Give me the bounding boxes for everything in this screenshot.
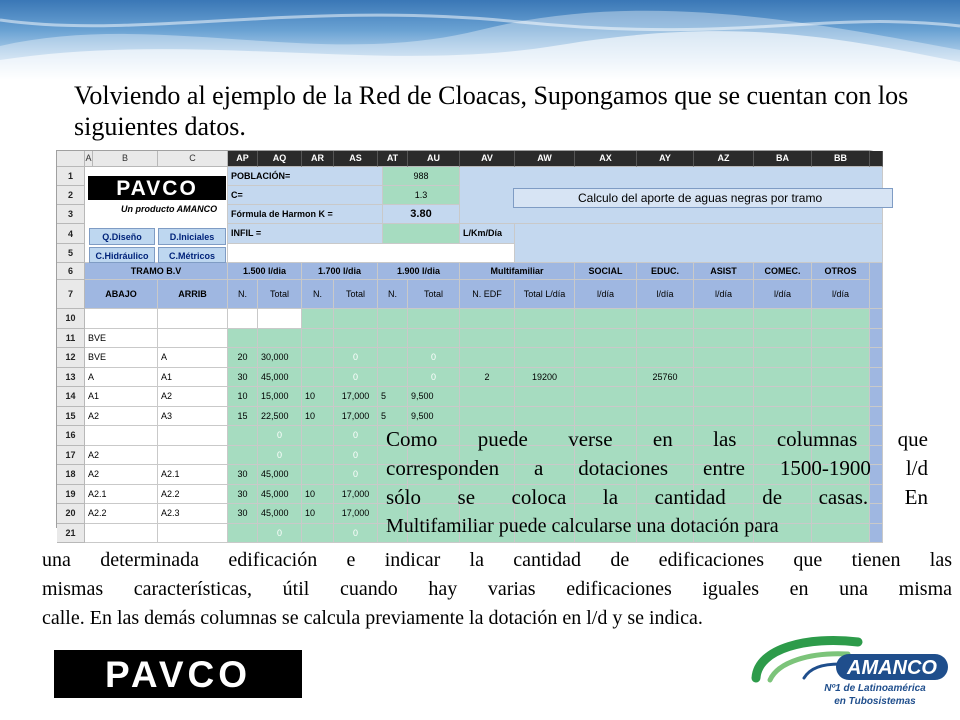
table-cell[interactable] — [870, 329, 883, 349]
col-header[interactable]: C — [158, 151, 228, 167]
row-header[interactable]: 4 — [57, 224, 85, 244]
table-cell[interactable] — [302, 446, 334, 466]
table-cell[interactable]: 30 — [228, 368, 258, 388]
col-header[interactable]: AV — [460, 151, 515, 167]
table-cell[interactable]: 0 — [258, 426, 302, 446]
table-cell[interactable]: 30,000 — [258, 348, 302, 368]
table-cell[interactable] — [575, 348, 637, 368]
table-cell[interactable]: 0 — [334, 348, 378, 368]
row-header[interactable]: 16 — [57, 426, 85, 446]
c-value[interactable]: 1.3 — [383, 186, 460, 205]
col-header[interactable]: BA — [754, 151, 812, 167]
sub-header: Total — [334, 280, 378, 309]
table-cell[interactable]: 0 — [408, 348, 460, 368]
table-cell[interactable]: 17,000 — [334, 485, 378, 505]
table-cell[interactable]: 45,000 — [258, 368, 302, 388]
table-cell[interactable]: 5 — [378, 407, 408, 427]
table-cell[interactable] — [378, 329, 408, 349]
sub-header: Total — [258, 280, 302, 309]
col-header[interactable]: AW — [515, 151, 575, 167]
table-cell[interactable] — [85, 309, 158, 329]
table-cell[interactable] — [460, 348, 515, 368]
table-cell[interactable] — [754, 329, 812, 349]
table-cell[interactable] — [228, 329, 258, 349]
group-multifamiliar: Multifamiliar — [460, 263, 575, 280]
paragraph-multifamiliar — [42, 546, 952, 633]
table-cell[interactable]: 0 — [334, 465, 378, 485]
table-cell[interactable] — [812, 407, 870, 427]
amanco-tagline — [800, 682, 950, 708]
table-cell[interactable] — [302, 368, 334, 388]
table-cell[interactable] — [378, 309, 408, 329]
col-header[interactable]: AY — [637, 151, 694, 167]
table-cell[interactable] — [228, 524, 258, 544]
col-header[interactable]: AZ — [694, 151, 754, 167]
paragraph-line: corresponden a dotaciones entre 1500-1900 l/d — [386, 456, 928, 480]
sub-header: N. — [302, 280, 334, 309]
table-cell[interactable]: 0 — [334, 524, 378, 544]
table-cell[interactable] — [334, 329, 378, 349]
table-cell[interactable] — [870, 407, 883, 427]
table-cell[interactable] — [158, 426, 228, 446]
table-cell[interactable]: 15 — [228, 407, 258, 427]
table-cell[interactable] — [575, 387, 637, 407]
table-cell[interactable] — [85, 426, 158, 446]
row-header[interactable]: 14 — [57, 387, 85, 407]
table-cell[interactable]: 5 — [378, 387, 408, 407]
paragraph-line: Como puede verse en las columnas que — [386, 427, 928, 451]
table-cell[interactable] — [228, 426, 258, 446]
row-header[interactable]: 13 — [57, 368, 85, 388]
table-cell[interactable]: 10 — [302, 504, 334, 524]
group-partial — [870, 263, 883, 309]
table-cell[interactable] — [575, 329, 637, 349]
table-cell[interactable]: 10 — [228, 387, 258, 407]
table-cell[interactable] — [228, 309, 258, 329]
table-cell[interactable]: 25760 — [637, 368, 694, 388]
table-cell[interactable] — [515, 387, 575, 407]
poblacion-label: POBLACIÓN= — [228, 167, 383, 186]
corner-cell[interactable] — [57, 151, 85, 167]
sub-header: N. EDF — [460, 280, 515, 309]
table-cell[interactable] — [694, 407, 754, 427]
table-cell[interactable]: A2 — [85, 407, 158, 427]
pavco-logo-graphic — [88, 176, 226, 200]
table-cell[interactable] — [85, 524, 158, 544]
table-cell[interactable] — [515, 329, 575, 349]
table-cell[interactable] — [460, 329, 515, 349]
table-cell[interactable]: BVE — [85, 348, 158, 368]
row-header[interactable]: 5 — [57, 244, 85, 263]
table-cell[interactable] — [258, 329, 302, 349]
table-cell[interactable] — [515, 348, 575, 368]
table-cell[interactable]: 17,000 — [334, 407, 378, 427]
table-cell[interactable]: 45,000 — [258, 485, 302, 505]
table-cell[interactable] — [637, 329, 694, 349]
col-header[interactable]: AP — [228, 151, 258, 167]
table-cell[interactable]: A2.2 — [158, 485, 228, 505]
table-cell[interactable] — [302, 329, 334, 349]
table-cell[interactable] — [575, 309, 637, 329]
c-hidraulico-button[interactable]: C.Hidráulico — [89, 247, 155, 263]
table-cell[interactable] — [408, 329, 460, 349]
group-comec: COMEC. — [754, 263, 812, 280]
harmon-value: 3.80 — [383, 205, 460, 224]
table-cell[interactable] — [812, 368, 870, 388]
row-header[interactable]: 6 — [57, 263, 85, 280]
table-cell[interactable]: A2 — [85, 446, 158, 466]
table-cell[interactable] — [694, 329, 754, 349]
amanco-tagline-line: en Tubosistemas — [834, 696, 916, 707]
logo-subtitle: Un producto AMANCO — [121, 204, 218, 214]
table-cell[interactable]: A2.2 — [85, 504, 158, 524]
table-cell[interactable]: A2.1 — [158, 465, 228, 485]
sub-header: Total L/día — [515, 280, 575, 309]
paragraph-columns — [386, 425, 928, 541]
table-cell[interactable]: 17,000 — [334, 504, 378, 524]
table-cell[interactable]: A1 — [85, 387, 158, 407]
table-cell[interactable] — [694, 387, 754, 407]
paragraph-line: calle. En las demás columnas se calcula previamente la dotación en l/d y se indica. — [42, 607, 703, 629]
table-cell[interactable] — [754, 387, 812, 407]
row-header[interactable]: 12 — [57, 348, 85, 368]
table-cell[interactable] — [302, 348, 334, 368]
table-cell[interactable] — [460, 407, 515, 427]
sub-header: Total — [408, 280, 460, 309]
table-cell[interactable] — [228, 446, 258, 466]
row-header[interactable]: 2 — [57, 186, 85, 205]
table-cell[interactable] — [637, 348, 694, 368]
row-header[interactable]: 11 — [57, 329, 85, 349]
col-header-partial[interactable] — [870, 151, 883, 167]
q-diseno-button[interactable]: Q.Diseño — [89, 228, 155, 245]
table-cell[interactable]: 30 — [228, 465, 258, 485]
table-cell[interactable] — [754, 368, 812, 388]
row-header[interactable]: 1 — [57, 167, 85, 186]
table-cell[interactable]: 0 — [258, 524, 302, 544]
table-cell[interactable] — [302, 426, 334, 446]
table-cell[interactable]: A — [85, 368, 158, 388]
table-cell[interactable] — [812, 387, 870, 407]
table-cell[interactable] — [378, 348, 408, 368]
table-cell[interactable] — [812, 309, 870, 329]
table-cell[interactable]: 22,500 — [258, 407, 302, 427]
table-cell[interactable] — [637, 309, 694, 329]
row-header[interactable]: 18 — [57, 465, 85, 485]
amanco-logo-letters: AMANCO — [847, 657, 937, 679]
table-cell[interactable] — [870, 368, 883, 388]
table-cell[interactable]: 15,000 — [258, 387, 302, 407]
harmon-label: Fórmula de Harmon K = — [228, 205, 383, 224]
table-cell[interactable]: 20 — [228, 348, 258, 368]
info-blank — [228, 244, 515, 263]
table-cell[interactable] — [515, 407, 575, 427]
amanco-tagline-line: Nº1 de Latinoamérica — [824, 683, 926, 694]
table-cell[interactable] — [694, 368, 754, 388]
table-cell[interactable] — [158, 524, 228, 544]
sub-header: l/día — [637, 280, 694, 309]
wave-graphic — [0, 0, 960, 80]
row-header[interactable]: 19 — [57, 485, 85, 505]
group-otros: OTROS — [812, 263, 870, 280]
pavco-footer-graphic — [54, 650, 302, 698]
info-filler — [515, 224, 883, 263]
pavco-footer-letters: PAVCO — [104, 654, 252, 695]
c-metricos-button[interactable]: C.Métricos — [158, 247, 226, 263]
row-header[interactable]: 17 — [57, 446, 85, 466]
table-cell[interactable] — [812, 329, 870, 349]
table-cell[interactable] — [575, 368, 637, 388]
table-cell[interactable]: 10 — [302, 485, 334, 505]
sub-header: l/día — [575, 280, 637, 309]
table-cell[interactable] — [637, 407, 694, 427]
table-cell[interactable] — [754, 407, 812, 427]
table-cell[interactable]: 10 — [302, 387, 334, 407]
group-1900: 1.900 l/dia — [378, 263, 460, 280]
table-cell[interactable] — [694, 348, 754, 368]
pavco-footer-logo — [54, 650, 302, 698]
sub-header: l/día — [694, 280, 754, 309]
table-cell[interactable] — [754, 309, 812, 329]
pavco-logo-letters: PAVCO — [116, 177, 198, 200]
table-cell[interactable] — [812, 348, 870, 368]
table-cell[interactable] — [460, 309, 515, 329]
table-cell[interactable]: A3 — [158, 407, 228, 427]
d-iniciales-button[interactable]: D.Iniciales — [158, 228, 226, 245]
table-cell[interactable] — [408, 309, 460, 329]
poblacion-value[interactable]: 988 — [383, 167, 460, 186]
table-cell[interactable] — [302, 465, 334, 485]
row-header[interactable]: 20 — [57, 504, 85, 524]
sub-header: ABAJO — [85, 280, 158, 309]
infil-value[interactable] — [383, 224, 460, 244]
group-1700: 1.700 l/dia — [302, 263, 378, 280]
table-cell[interactable] — [870, 348, 883, 368]
table-cell[interactable] — [754, 348, 812, 368]
table-cell[interactable]: A2 — [85, 465, 158, 485]
col-header[interactable]: AR — [302, 151, 334, 167]
table-cell[interactable]: 17,000 — [334, 387, 378, 407]
sub-header: ARRIB — [158, 280, 228, 309]
table-cell[interactable]: 0 — [334, 446, 378, 466]
infil-unit: L/Km/Día — [460, 224, 515, 244]
infil-label: INFIL = — [228, 224, 383, 244]
amanco-swoosh — [748, 634, 954, 684]
table-cell[interactable]: 9,500 — [408, 407, 460, 427]
table-cell[interactable]: 19200 — [515, 368, 575, 388]
table-cell[interactable]: 0 — [258, 446, 302, 466]
row-header[interactable]: 10 — [57, 309, 85, 329]
paragraph-line: una determinada edificación e indicar la cantidad de edificaciones que tienen las — [42, 549, 952, 571]
paragraph-line: Multifamiliar puede calcularse una dotación para — [386, 515, 779, 537]
row-header[interactable]: 21 — [57, 524, 85, 544]
table-cell[interactable] — [158, 329, 228, 349]
table-cell[interactable] — [302, 524, 334, 544]
group-1500: 1.500 l/dia — [228, 263, 302, 280]
paragraph-line: sólo se coloca la cantidad de casas. En — [386, 485, 928, 509]
table-cell[interactable] — [575, 407, 637, 427]
pavco-sheet-logo — [88, 176, 226, 200]
sub-header: l/día — [812, 280, 870, 309]
table-cell[interactable]: A — [158, 348, 228, 368]
col-header[interactable]: AU — [408, 151, 460, 167]
col-header[interactable]: AQ — [258, 151, 302, 167]
table-cell[interactable] — [515, 309, 575, 329]
sub-header: N. — [378, 280, 408, 309]
col-header[interactable]: A — [85, 151, 93, 167]
group-social: SOCIAL — [575, 263, 637, 280]
table-cell[interactable]: 45,000 — [258, 465, 302, 485]
table-cell[interactable] — [302, 309, 334, 329]
group-educ: EDUC. — [637, 263, 694, 280]
paragraph-line: mismas características, útil cuando hay varias edificaciones iguales en una misma — [42, 578, 952, 600]
row-header[interactable]: 7 — [57, 280, 85, 309]
table-cell[interactable]: A1 — [158, 368, 228, 388]
col-header[interactable]: AX — [575, 151, 637, 167]
col-header[interactable]: AT — [378, 151, 408, 167]
calc-title: Calculo del aporte de aguas negras por tramo — [513, 188, 893, 208]
col-header[interactable]: AS — [334, 151, 378, 167]
table-cell[interactable]: 9,500 — [408, 387, 460, 407]
table-cell[interactable]: 0 — [408, 368, 460, 388]
table-cell[interactable]: A2 — [158, 387, 228, 407]
table-cell[interactable] — [870, 387, 883, 407]
table-cell[interactable]: 30 — [228, 485, 258, 505]
col-header[interactable]: BB — [812, 151, 870, 167]
row-header[interactable]: 15 — [57, 407, 85, 427]
table-cell[interactable] — [460, 387, 515, 407]
col-header[interactable]: B — [93, 151, 158, 167]
table-cell[interactable] — [694, 309, 754, 329]
table-cell[interactable] — [870, 309, 883, 329]
table-cell[interactable]: 0 — [334, 368, 378, 388]
table-cell[interactable]: 2 — [460, 368, 515, 388]
table-cell[interactable]: 10 — [302, 407, 334, 427]
group-tramo: TRAMO B.V — [85, 263, 228, 280]
sub-header: l/día — [754, 280, 812, 309]
row-header[interactable]: 3 — [57, 205, 85, 224]
table-cell[interactable]: BVE — [85, 329, 158, 349]
table-cell[interactable]: 0 — [334, 426, 378, 446]
table-cell[interactable] — [334, 309, 378, 329]
table-cell[interactable] — [158, 446, 228, 466]
table-cell[interactable] — [378, 368, 408, 388]
table-cell[interactable] — [258, 309, 302, 329]
slide-title: Volviendo al ejemplo de la Red de Cloacas, Supongamos que se cuentan con los siguientes datos. — [74, 81, 909, 141]
table-cell[interactable]: 45,000 — [258, 504, 302, 524]
table-cell[interactable]: 30 — [228, 504, 258, 524]
group-asist: ASIST — [694, 263, 754, 280]
table-cell[interactable] — [158, 309, 228, 329]
table-cell[interactable]: A2.3 — [158, 504, 228, 524]
table-cell[interactable]: A2.1 — [85, 485, 158, 505]
table-cell[interactable] — [637, 387, 694, 407]
sub-header: N. — [228, 280, 258, 309]
top-banner — [0, 0, 960, 80]
c-label: C= — [228, 186, 383, 205]
